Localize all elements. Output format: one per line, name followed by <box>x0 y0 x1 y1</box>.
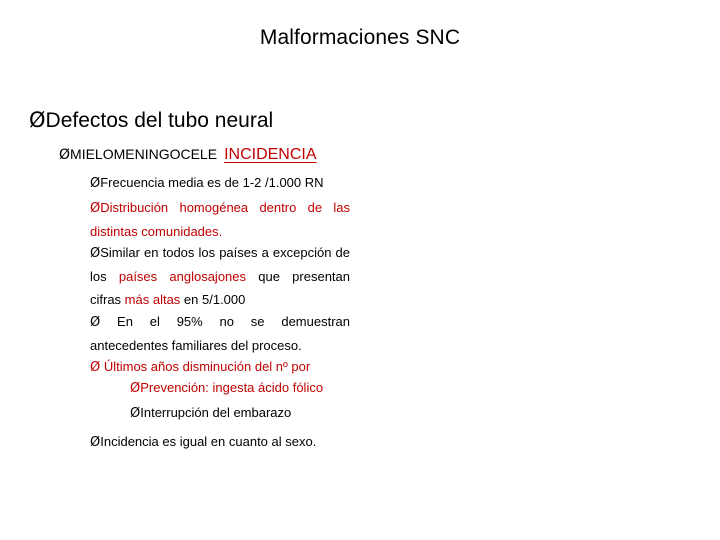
item-similar-highlight-mas-altas: más altas <box>124 292 181 307</box>
arrow-bullet-icon: Ø <box>29 108 46 132</box>
bullet-level2 <box>59 146 317 164</box>
arrow-bullet-icon: Ø <box>130 406 141 421</box>
item-frecuencia-text: Frecuencia media es de 1-2 /1.000 RN <box>100 175 324 190</box>
item-distribucion <box>90 196 350 243</box>
item-prevencion <box>130 380 323 396</box>
arrow-bullet-icon: Ø <box>90 315 101 330</box>
item-interrupcion-text: Interrupción del embarazo <box>140 405 292 420</box>
item-interrupcion <box>130 405 291 421</box>
bullet-level1 <box>29 108 273 133</box>
bullet-level1-text: Defectos del tubo neural <box>45 109 274 132</box>
arrow-bullet-icon: Ø <box>90 360 101 375</box>
arrow-bullet-icon: Ø <box>90 176 101 191</box>
slide-title: Malformaciones SNC <box>259 26 461 49</box>
arrow-bullet-icon: Ø <box>90 246 101 261</box>
item-familiares <box>90 310 350 357</box>
item-familiares-text: En el 95% no se demuestran antecedentes familiares del proceso. <box>90 314 350 353</box>
item-prevencion-text: Prevención: ingesta ácido fólico <box>140 380 324 395</box>
item-frecuencia <box>90 171 350 195</box>
arrow-bullet-icon: Ø <box>130 381 141 396</box>
item-sexo <box>90 430 350 454</box>
item-distribucion-text: Distribución homogénea dentro de las distintas comunidades. <box>90 200 350 239</box>
item-ultimos-text: Últimos años disminución del nº por <box>100 359 311 374</box>
item-similar-text-a: Similar en todos los países a excepción de los <box>90 245 350 284</box>
item-similar-highlight-paises: países anglosajones <box>118 269 247 284</box>
mielomeningocele-label: MIELOMENINGOCELE <box>70 146 218 162</box>
item-similar-text-b: que presentan cifras <box>90 269 350 307</box>
item-similar-text-c: en 5/1.000 <box>180 292 246 307</box>
arrow-bullet-icon: Ø <box>90 201 101 216</box>
item-sexo-text: Incidencia es igual en cuanto al sexo. <box>100 434 317 449</box>
arrow-bullet-icon: Ø <box>90 435 101 450</box>
arrow-bullet-icon: Ø <box>59 147 71 163</box>
item-ultimos <box>90 355 350 379</box>
item-similar <box>90 241 350 311</box>
incidencia-heading: INCIDENCIA <box>224 146 317 163</box>
